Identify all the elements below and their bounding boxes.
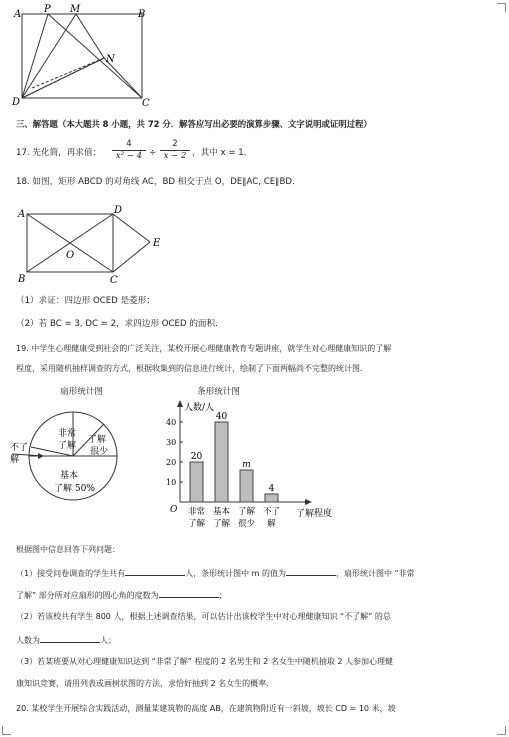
bar-2 <box>215 422 228 502</box>
q19-part1-line2: 了解” 部分所对应扇形的圆心角的度数为 ； <box>16 588 227 602</box>
q18-label-O: O <box>66 250 75 261</box>
bar-value-label: 20 <box>190 452 203 462</box>
q17-fraction-1: 4 x² − 4 <box>112 139 146 162</box>
bar-y-tick-label: 30 <box>166 438 177 447</box>
q19-part3-line1: （3）若某班要从对心理健康知识达到 “非常了解” 程度的 2 名男生和 2 名女生中随机抽取 2 人参加心理健 <box>16 657 393 666</box>
label-M: M <box>70 4 81 15</box>
pie-label-bu-2: 解 <box>10 455 20 465</box>
bar-category-label-top: 非常 <box>187 507 206 517</box>
bar-3 <box>240 470 253 502</box>
answer-blank-estimate[interactable] <box>40 633 100 643</box>
pie-label-liaojie-2: 很少 <box>90 447 109 457</box>
corner-mark-top-right <box>497 3 506 12</box>
pie-label-bu-1: 不了 <box>10 443 29 453</box>
q18-label-A: A <box>18 209 26 220</box>
bar-4 <box>265 494 278 502</box>
label-D: D <box>12 97 21 108</box>
bar-chart <box>160 398 360 538</box>
pie-chart <box>8 400 138 510</box>
bar-y-tick-label: 40 <box>166 418 177 427</box>
q17-suffix: ，其中 x = 1． <box>192 148 253 158</box>
q18-stem: 18. 如图，矩形 ABCD 的对角线 AC，BD 相交于点 O，DE∥AC, CE∥BD． <box>16 177 301 187</box>
q19-stem-line2: 程度，采用随机抽样调查的方式，根据收集到的信息进行统计，绘制了下面两幅尚不完整的统计图． <box>16 364 368 373</box>
q18-part2: （2）若 BC = 3, DC = 2，求四边形 OCED 的面积． <box>16 319 224 329</box>
answer-blank-m[interactable] <box>286 566 336 576</box>
corner-mark-bottom-right <box>497 726 506 735</box>
bar-y-tick-label: 10 <box>166 478 177 487</box>
q18-part1: （1）求证：四边形 OCED 是菱形； <box>16 296 155 306</box>
bar-category-label-bottom: 很少 <box>237 519 256 529</box>
q18-label-E: E <box>153 238 161 249</box>
bar-1 <box>190 462 203 502</box>
q18-label-B: B <box>18 274 26 285</box>
bar-title: 条形统计图 <box>197 387 240 397</box>
pie-title: 扇形统计图 <box>60 387 103 397</box>
pie-label-jiben-1: 基本 <box>60 471 79 481</box>
bar-category-label-bottom: 了解 <box>212 519 231 529</box>
label-P: P <box>44 4 51 15</box>
q19-part2-line2: 人数为 人； <box>16 633 116 647</box>
bar-category-label-top: 不了 <box>262 507 281 517</box>
bar-category-label-top: 基本 <box>212 507 231 517</box>
label-N: N <box>106 54 115 65</box>
q19-part1-line1: （1）接受问卷调查的学生共有 人，条形统计图中 m 的值为 ，扇形统计图中 “非常 <box>16 566 415 580</box>
q17-divide: ÷ <box>149 148 157 158</box>
q19-part2-line1: （2）若该校共有学生 800 人，根据上述调查结果，可以估计出该校学生中对心理健康知识 “不了解” 的总 <box>16 612 391 621</box>
corner-mark-bottom-left <box>2 726 11 735</box>
answer-blank-angle[interactable] <box>159 588 219 598</box>
bar-category-label-top: 了解 <box>237 507 256 517</box>
q19-stem-line1: 19. 中学生心理健康受到社会的广泛关注，某校开展心理健康教育专题讲座，就学生对心理健康知识的了解 <box>16 344 392 353</box>
q18-figure <box>10 202 180 288</box>
bar-category-label-bottom: 解 <box>267 519 276 529</box>
label-C: C <box>142 98 150 108</box>
answer-blank-total[interactable] <box>125 566 185 576</box>
pie-label-liaojie-1: 了解 <box>88 435 107 445</box>
bar-origin: O <box>170 505 178 515</box>
section-heading: 三、解答题（本大题共 8 小题，共 72 分．解答应写出必要的演算步骤、文字说明或证明过程） <box>16 119 372 129</box>
bar-value-label: m <box>242 460 251 470</box>
pie-label-feichang-2: 了解 <box>58 441 77 451</box>
q17-fraction-2: 2 x − 2 <box>160 139 190 162</box>
bar-y-tick-label: 20 <box>166 458 177 467</box>
pie-label-feichang-1: 非常 <box>58 429 77 439</box>
q19-part3-line2: 康知识竞赛，请用列表或画树状图的方法，求恰好抽到 2 名女生的概率． <box>16 679 275 688</box>
q18-label-C: C <box>110 275 118 286</box>
bar-y-axis-label: 人数/人 <box>184 403 215 413</box>
bar-value-label: 4 <box>268 484 275 494</box>
bar-value-label: 40 <box>215 412 228 422</box>
label-B: B <box>138 9 146 20</box>
q18-label-D: D <box>114 205 123 216</box>
pie-label-jiben-2: 了解 50% <box>54 484 95 494</box>
q20-stem: 20. 某校学生开展综合实践活动，测量某建筑物的高度 AB，在建筑物附近有一斜坡，坡长 CD = 10 米，坡 <box>16 704 396 713</box>
q19-ask: 根据图中信息回答下列问题： <box>16 545 120 554</box>
label-A: A <box>14 9 22 20</box>
bar-category-label-bottom: 了解 <box>187 519 206 529</box>
q17-prefix: 17. 先化简，再求值： <box>16 148 102 158</box>
bar-x-axis-label: 了解程度 <box>296 509 333 519</box>
top-geometry-figure <box>8 4 158 108</box>
